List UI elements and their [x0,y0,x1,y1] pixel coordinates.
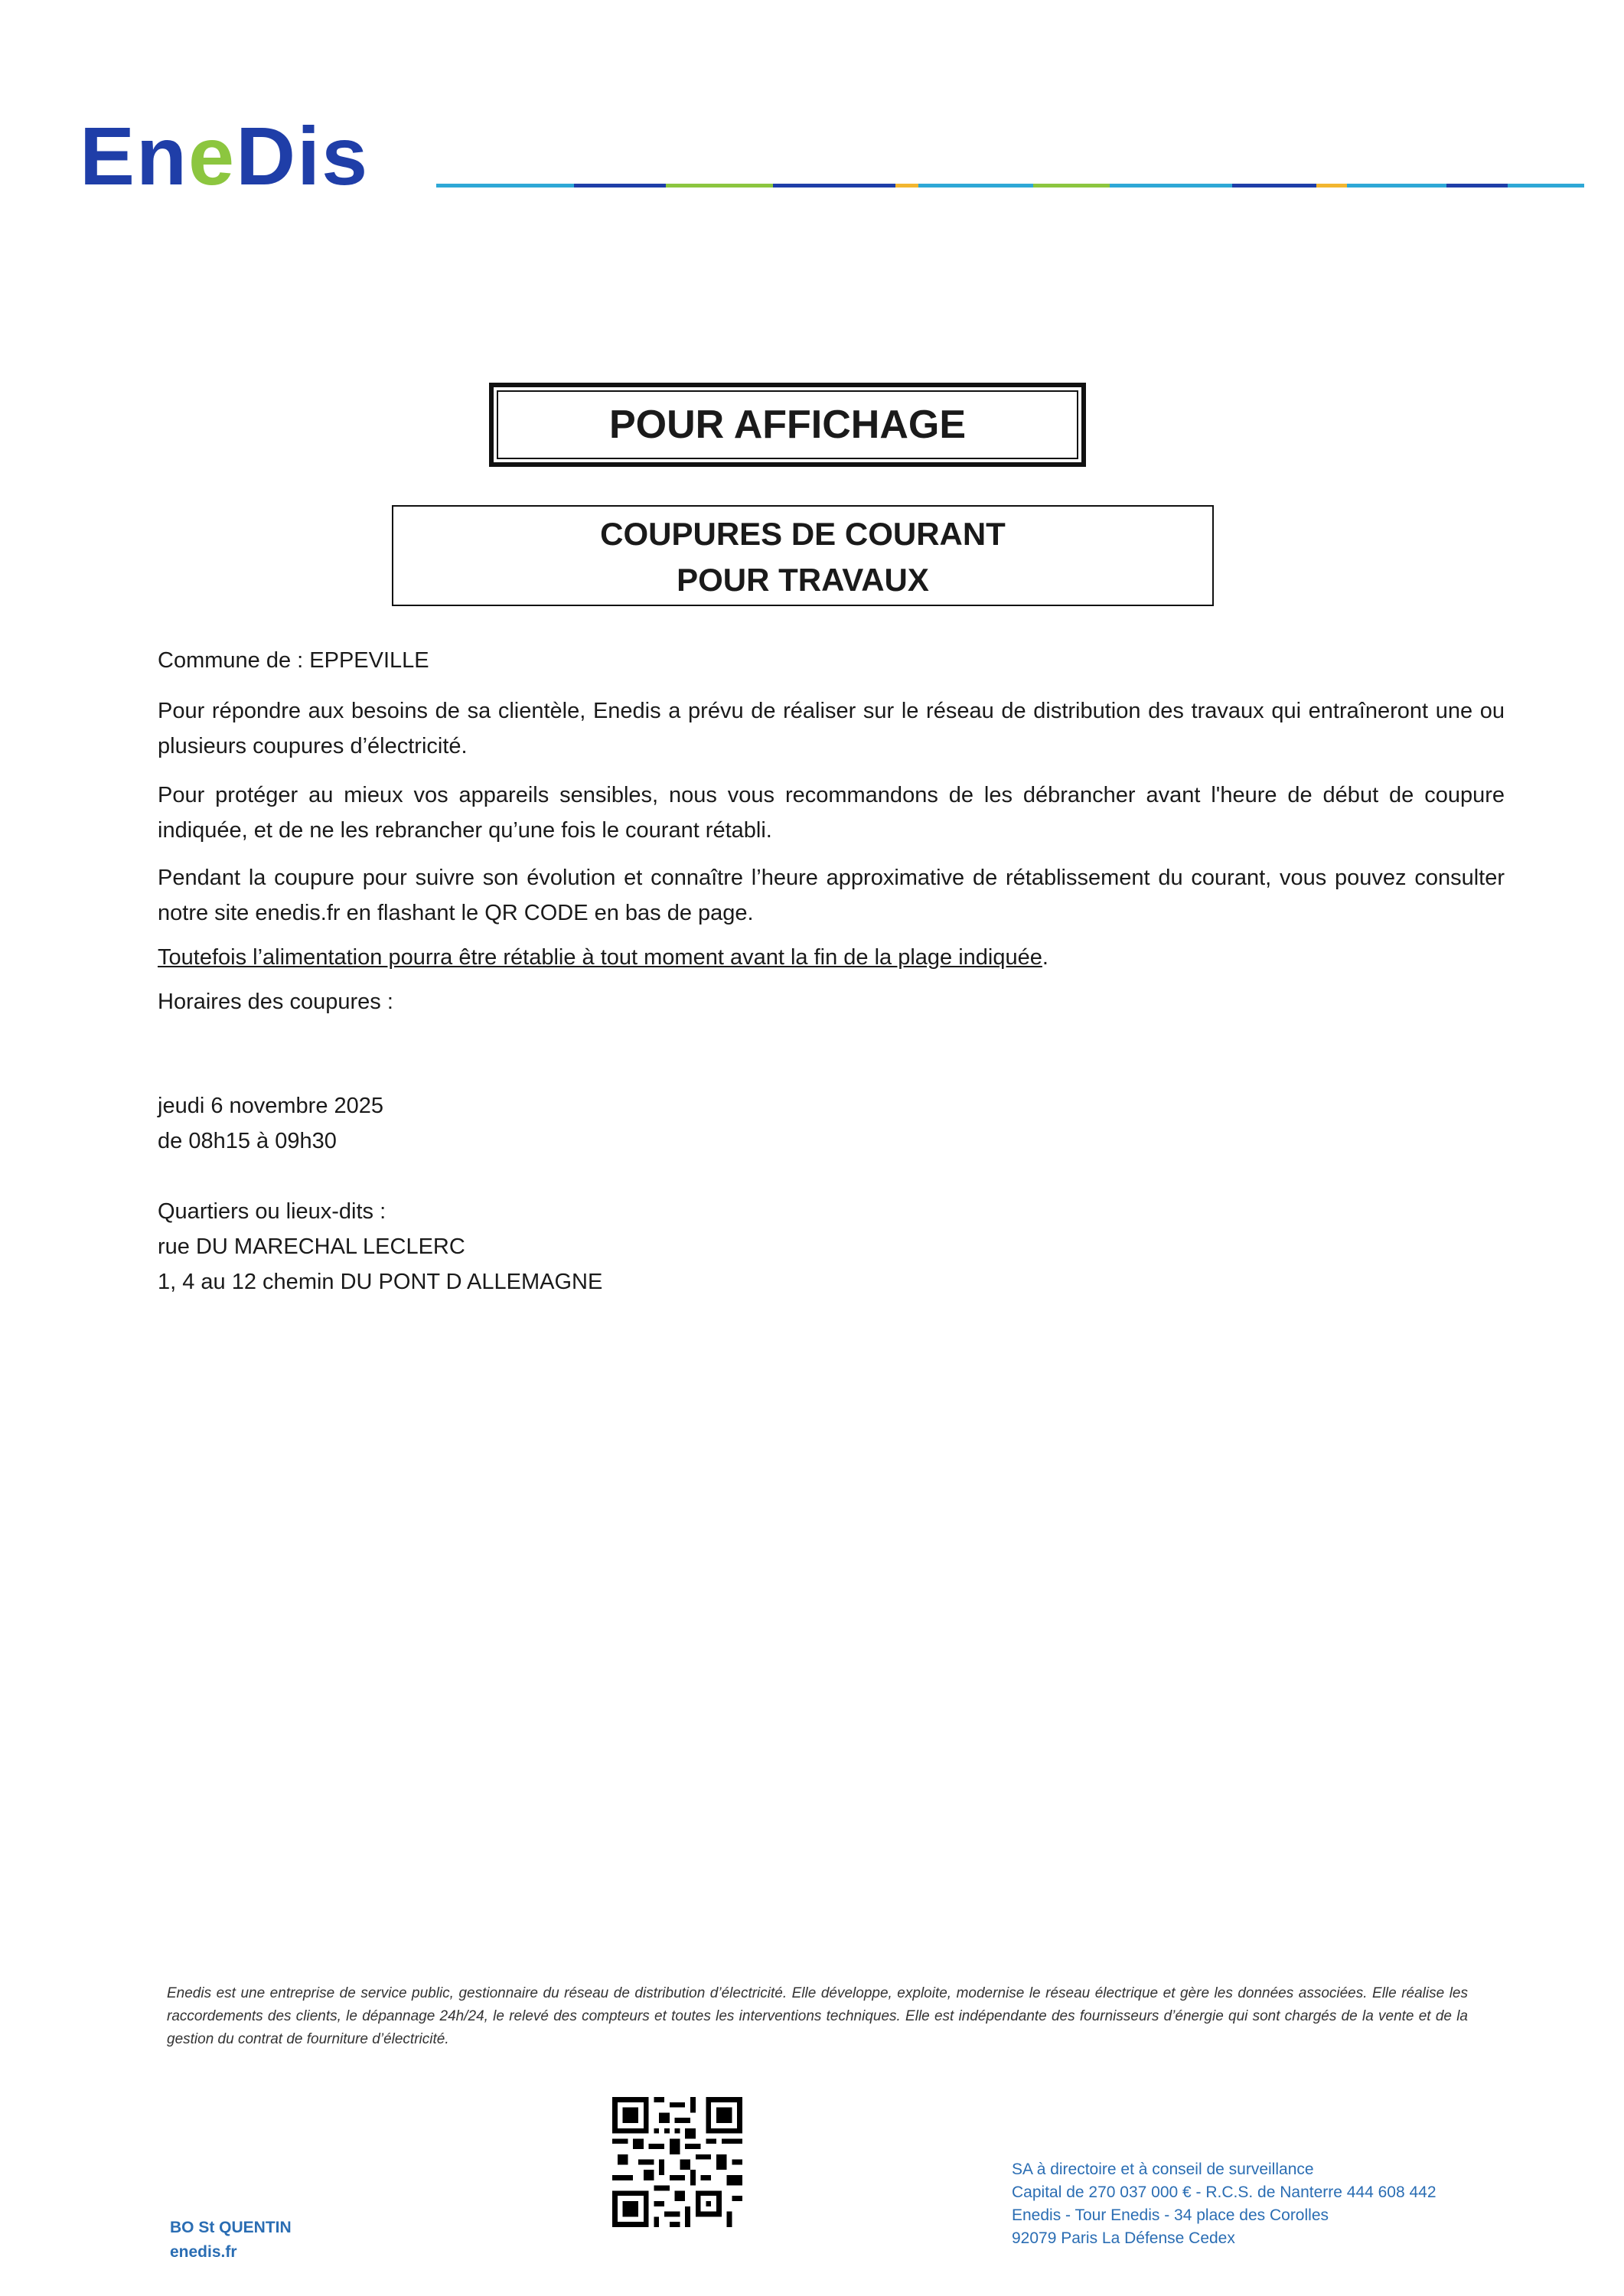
footer-office-info [170,2216,292,2265]
restoration-notice-period: . [1042,945,1048,970]
outage-time-range: de 08h15 à 09h30 [158,1129,337,1153]
header-divider-line [436,184,1584,188]
website-link[interactable]: enedis.fr [170,2243,237,2261]
area-item: rue DU MARECHAL LECLERC [158,1234,465,1259]
display-notice-heading: POUR AFFICHAGE [497,390,1078,459]
paragraph-intro: Pour répondre aux besoins de sa clientèle, Enedis a prévu de réaliser sur le réseau de distribution des travaux qui entraîneront une ou plusieurs coupures d’électricité. [158,699,1505,758]
enedis-logo [80,109,370,202]
commune-line: Commune de : EPPEVILLE [158,648,429,673]
paragraph-protection: Pour protéger au mieux vos appareils sensibles, nous vous recommandons de les débrancher avant l'heure de début de coupure indiquée, et de ne les rebrancher qu’une fois le courant rétabli. [158,783,1505,843]
logo-text-e: e [188,109,236,202]
schedule-label: Horaires des coupures : [158,990,393,1014]
company-line: Capital de 270 037 000 € - R.C.S. de Nanterre 444 608 442 [1012,2183,1436,2201]
title-box [392,505,1214,606]
company-line: 92079 Paris La Défense Cedex [1012,2229,1235,2247]
area-item: 1, 4 au 12 chemin DU PONT D ALLEMAGNE [158,1270,603,1294]
office-name: BO St QUENTIN [170,2219,292,2236]
logo-text-dis: Dis [236,109,370,202]
outage-date: jeudi 6 novembre 2025 [158,1094,384,1118]
logo-text-en: En [80,109,189,202]
qr-code-icon[interactable] [612,2097,742,2227]
paragraph-tracking: Pendant la coupure pour suivre son évolution et connaître l’heure approximative de rétablissement du courant, vous pouvez consulter notre site enedis.fr en flashant le QR CODE en bas de page. [158,866,1505,925]
company-line: SA à directoire et à conseil de surveillance [1012,2161,1314,2178]
title-line-1: COUPURES DE COURANT [600,516,1006,552]
notice-body [158,643,1505,1300]
restoration-notice [158,940,1505,975]
footer-company-info [1012,2158,1436,2250]
company-line: Enedis - Tour Enedis - 34 place des Corolles [1012,2206,1329,2224]
display-notice-box [489,383,1086,467]
title-line-2: POUR TRAVAUX [677,562,929,598]
restoration-notice-text: Toutefois l’alimentation pourra être rétablie à tout moment avant la fin de la plage indiquée [158,945,1042,970]
company-disclaimer: Enedis est une entreprise de service public, gestionnaire du réseau de distribution d’électricité. Elle développe, exploite, modernise le réseau électrique et gère les données associées. Elle réalise les raccordements des clients, le dépannage 24h/24, le relevé des compteurs et toutes les interventions techniques. Elle est indépendante des fournisseurs d’énergie qui sont chargés de la vente et de la gestion du contrat de fourniture d’électricité. [167,1985,1468,2047]
areas-label: Quartiers ou lieux-dits : [158,1199,386,1224]
